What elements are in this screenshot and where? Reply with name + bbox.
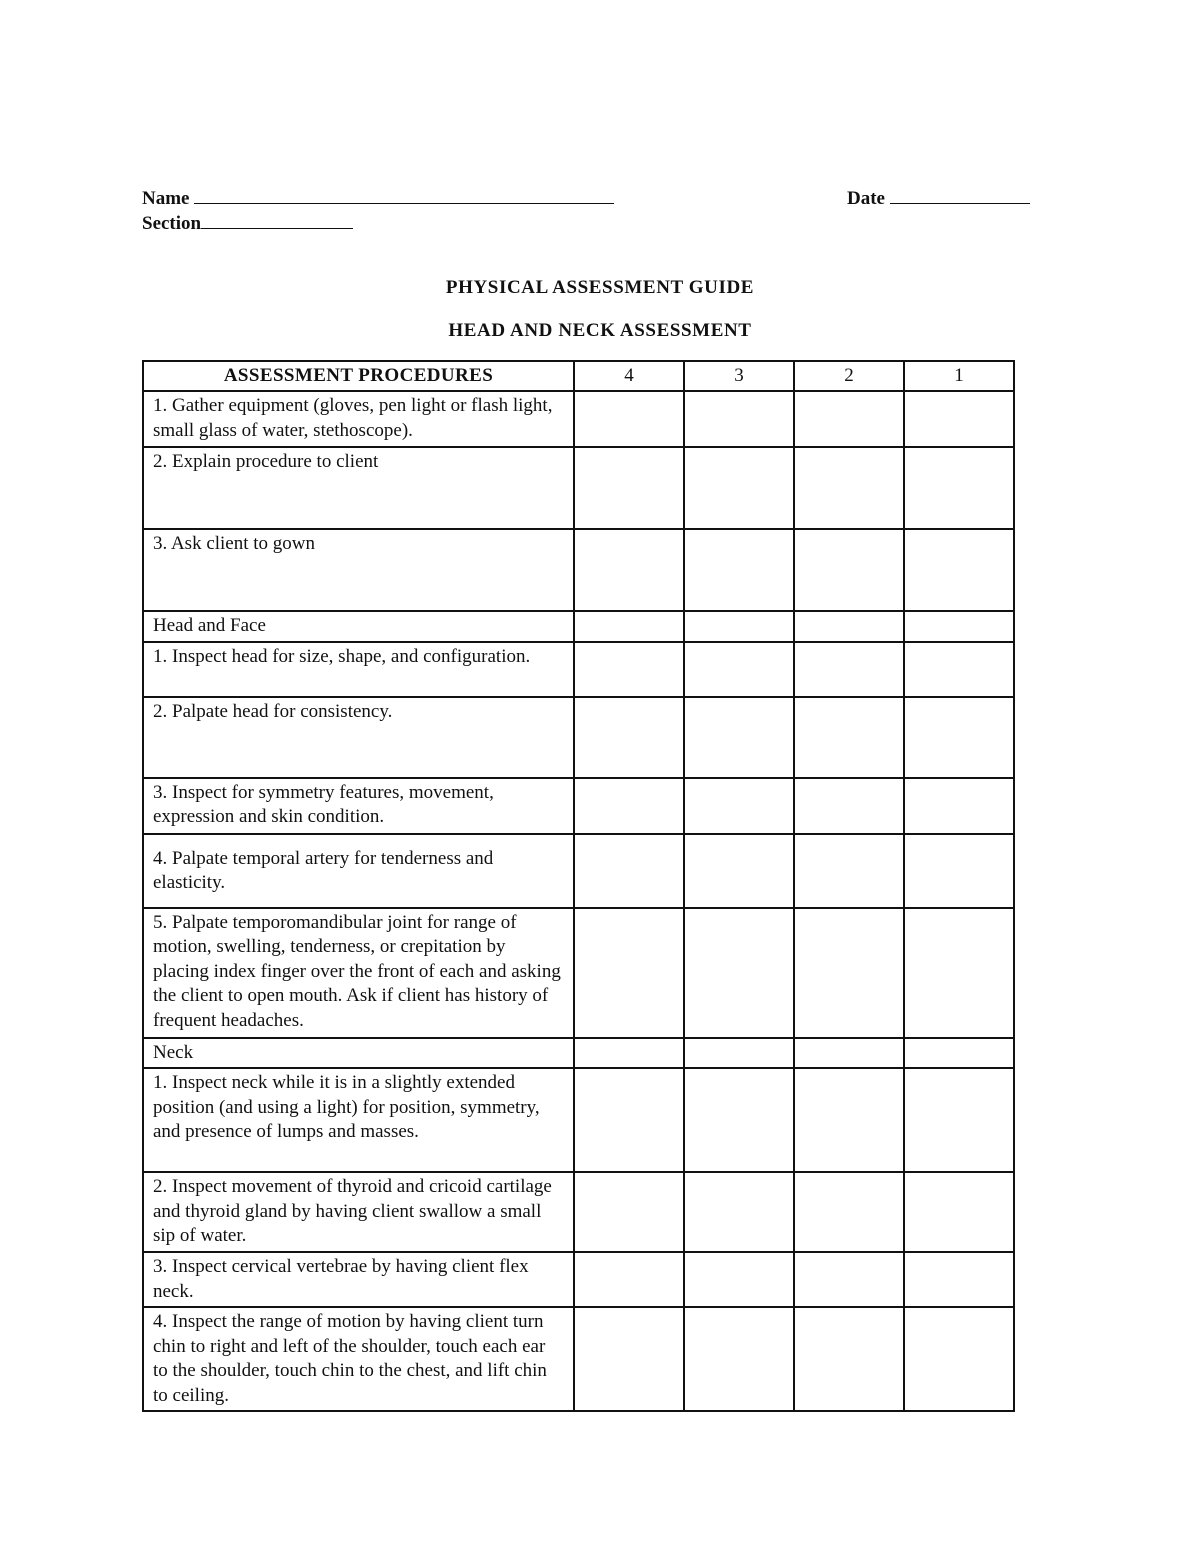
score-cell-4[interactable] xyxy=(574,529,684,611)
score-cell-1[interactable] xyxy=(904,1252,1014,1307)
section-field xyxy=(142,210,353,236)
score-cell-1[interactable] xyxy=(904,908,1014,1038)
score-cell-2 xyxy=(794,1038,904,1069)
score-cell-1[interactable] xyxy=(904,1307,1014,1411)
section-row-head-and-face xyxy=(143,611,1014,642)
score-cell-1[interactable] xyxy=(904,697,1014,778)
table-row xyxy=(143,697,1014,778)
table-row xyxy=(143,447,1014,529)
score-cell-2[interactable] xyxy=(794,391,904,447)
section-heading: Neck xyxy=(143,1038,574,1069)
score-cell-3[interactable] xyxy=(684,1307,794,1411)
score-cell-2[interactable] xyxy=(794,1307,904,1411)
score-cell-2 xyxy=(794,611,904,642)
score-cell-3[interactable] xyxy=(684,834,794,908)
name-field xyxy=(142,185,614,211)
score-cell-1 xyxy=(904,1038,1014,1069)
table-row xyxy=(143,834,1014,908)
score-header-4: 4 xyxy=(574,361,684,391)
score-cell-2[interactable] xyxy=(794,908,904,1038)
score-cell-1[interactable] xyxy=(904,1068,1014,1172)
score-cell-3[interactable] xyxy=(684,908,794,1038)
score-cell-1[interactable] xyxy=(904,642,1014,697)
table-row xyxy=(143,642,1014,697)
section-label: Section xyxy=(142,213,202,234)
score-cell-2[interactable] xyxy=(794,447,904,529)
name-label: Name xyxy=(142,188,190,209)
table-row xyxy=(143,778,1014,834)
score-cell-2[interactable] xyxy=(794,697,904,778)
procedure-text: 3. Inspect cervical vertebrae by having client flex neck. xyxy=(143,1252,574,1307)
score-cell-1[interactable] xyxy=(904,1172,1014,1252)
score-cell-3[interactable] xyxy=(684,642,794,697)
score-cell-3[interactable] xyxy=(684,1172,794,1252)
score-cell-4[interactable] xyxy=(574,697,684,778)
score-cell-4[interactable] xyxy=(574,1252,684,1307)
score-cell-1[interactable] xyxy=(904,778,1014,834)
page-subtitle: HEAD AND NECK ASSESSMENT xyxy=(448,320,752,341)
score-cell-4 xyxy=(574,1038,684,1069)
score-cell-3[interactable] xyxy=(684,778,794,834)
procedure-text: 4. Palpate temporal artery for tenderness and elasticity. xyxy=(143,834,574,908)
procedure-text: 1. Inspect head for size, shape, and configuration. xyxy=(143,642,574,697)
date-field xyxy=(847,185,1030,211)
score-cell-3[interactable] xyxy=(684,1252,794,1307)
score-header-2: 2 xyxy=(794,361,904,391)
score-cell-1[interactable] xyxy=(904,834,1014,908)
score-cell-2[interactable] xyxy=(794,529,904,611)
score-cell-2[interactable] xyxy=(794,1172,904,1252)
procedures-header: ASSESSMENT PROCEDURES xyxy=(143,361,574,391)
score-cell-4[interactable] xyxy=(574,391,684,447)
assessment-table xyxy=(142,360,1015,1412)
score-cell-3 xyxy=(684,611,794,642)
score-cell-2[interactable] xyxy=(794,642,904,697)
score-cell-4[interactable] xyxy=(574,447,684,529)
table-row xyxy=(143,1252,1014,1307)
score-cell-2[interactable] xyxy=(794,834,904,908)
table-row xyxy=(143,1307,1014,1411)
procedure-text: 2. Inspect movement of thyroid and cricoid cartilage and thyroid gland by having client swallow a small sip of water. xyxy=(143,1172,574,1252)
procedure-text: 3. Ask client to gown xyxy=(143,529,574,611)
score-cell-2[interactable] xyxy=(794,1068,904,1172)
score-cell-3[interactable] xyxy=(684,447,794,529)
score-cell-4[interactable] xyxy=(574,834,684,908)
table-row xyxy=(143,529,1014,611)
score-cell-3[interactable] xyxy=(684,529,794,611)
procedure-text: 1. Gather equipment (gloves, pen light or flash light, small glass of water, stethoscope). xyxy=(143,391,574,447)
section-row-neck xyxy=(143,1038,1014,1069)
table-row xyxy=(143,391,1014,447)
score-header-1: 1 xyxy=(904,361,1014,391)
procedure-text: 4. Inspect the range of motion by having client turn chin to right and left of the shoulder, touch each ear to the shoulder, touch chin to the chest, and lift chin to ceiling. xyxy=(143,1307,574,1411)
name-blank[interactable] xyxy=(194,185,614,204)
score-cell-3[interactable] xyxy=(684,391,794,447)
score-cell-4[interactable] xyxy=(574,642,684,697)
score-cell-3[interactable] xyxy=(684,1068,794,1172)
score-cell-4[interactable] xyxy=(574,1172,684,1252)
score-cell-4 xyxy=(574,611,684,642)
score-cell-1[interactable] xyxy=(904,529,1014,611)
table-row xyxy=(143,1068,1014,1172)
score-cell-1 xyxy=(904,611,1014,642)
procedure-text: 2. Explain procedure to client xyxy=(143,447,574,529)
score-cell-4[interactable] xyxy=(574,1068,684,1172)
page-title: PHYSICAL ASSESSMENT GUIDE xyxy=(445,277,755,298)
score-cell-4[interactable] xyxy=(574,778,684,834)
score-cell-3 xyxy=(684,1038,794,1069)
table-row xyxy=(143,908,1014,1038)
date-blank[interactable] xyxy=(890,185,1030,204)
procedure-text: 5. Palpate temporomandibular joint for range of motion, swelling, tenderness, or crepitation by placing index finger over the front of each and asking the client to open mouth. Ask if client has history of frequent headaches. xyxy=(143,908,574,1038)
score-cell-2[interactable] xyxy=(794,778,904,834)
table-row xyxy=(143,1172,1014,1252)
score-header-3: 3 xyxy=(684,361,794,391)
procedure-text: 3. Inspect for symmetry features, movement, expression and skin condition. xyxy=(143,778,574,834)
score-cell-3[interactable] xyxy=(684,697,794,778)
score-cell-4[interactable] xyxy=(574,1307,684,1411)
date-label: Date xyxy=(847,188,885,209)
score-cell-2[interactable] xyxy=(794,1252,904,1307)
score-cell-4[interactable] xyxy=(574,908,684,1038)
section-blank[interactable] xyxy=(201,210,353,229)
section-heading: Head and Face xyxy=(143,611,574,642)
score-cell-1[interactable] xyxy=(904,391,1014,447)
procedure-text: 1. Inspect neck while it is in a slightly extended position (and using a light) for position, symmetry, and presence of lumps and masses. xyxy=(143,1068,574,1172)
score-cell-1[interactable] xyxy=(904,447,1014,529)
procedure-text: 2. Palpate head for consistency. xyxy=(143,697,574,778)
